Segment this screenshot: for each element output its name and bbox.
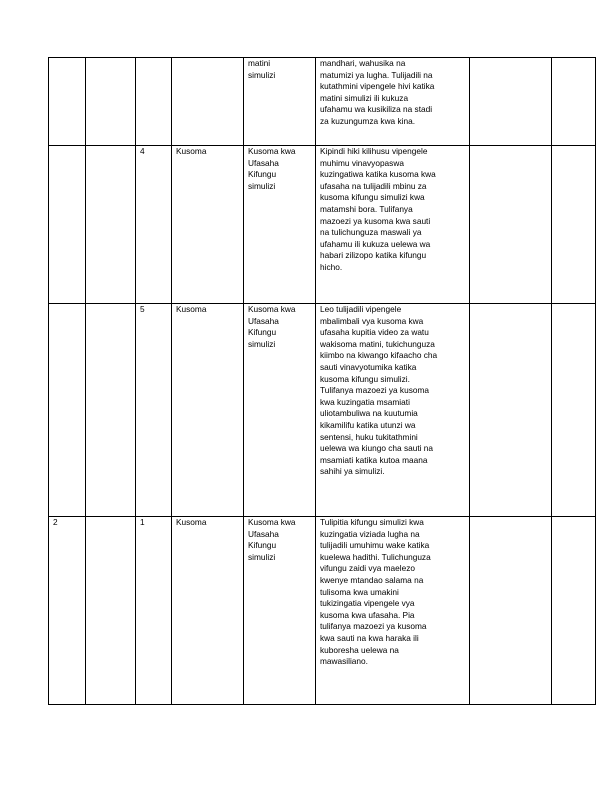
col2-cell: [86, 517, 136, 705]
topic-cell: Kusoma: [172, 146, 244, 304]
col7-cell: [470, 58, 552, 146]
activities-cell: Tulipitia kifungu simulizi kwa kuzingatia viziada lugha na tulijadili umuhimu wake katika kuelewa hadithi. Tulichunguza vifungu zaidi vya maelezo kwenye mtandao salama na tulisoma kwa umakini tukizingatia vipengele vya kusoma kwa ufasaha. Pia tulifanya mazoezi ya kusoma kwa sauti na kwa haraka ili kuboresha uelewa na mawasiliano.: [316, 517, 470, 705]
topic-cell: Kusoma: [172, 517, 244, 705]
subtopic-cell: Kusoma kwa Ufasaha Kifungu simulizi: [244, 304, 316, 517]
table-row: [49, 304, 596, 517]
col8-cell: [552, 146, 596, 304]
col8-cell: [552, 304, 596, 517]
lesson-cell: 5: [136, 304, 172, 517]
topic-cell: Kusoma: [172, 304, 244, 517]
table-row: [49, 58, 596, 146]
col8-cell: [552, 517, 596, 705]
subtopic-cell: Kusoma kwa Ufasaha Kifungu simulizi: [244, 517, 316, 705]
activities-cell: Leo tulijadili vipengele mbalimbali vya kusoma kwa ufasaha kupitia video za watu wakisoma matini, tukichunguza kiimbo na kiwango kifaacho cha sauti vinavyotumika katika kusoma kifungu simulizi. Tulifanya mazoezi ya kusoma kwa kuzingatia msamiati uliotambuliwa na kuutumia kikamilifu katika utunzi wa sentensi, huku tukitathmini uelewa wa kiungo cha sauti na msamiati katika kutoa maana sahihi ya simulizi.: [316, 304, 470, 517]
col8-cell: [552, 58, 596, 146]
col7-cell: [470, 304, 552, 517]
activities-cell: Kipindi hiki kilihusu vipengele muhimu vinavyopaswa kuzingatiwa katika kusoma kwa ufasaha na tulijadili mbinu za kusoma kifungu simulizi kwa matamshi bora. Tulifanya mazoezi ya kusoma kwa sauti na tulichunguza maswali ya ufahamu ili kukuza uelewa wa habari zilizopo katika kifungu hicho.: [316, 146, 470, 304]
activities-cell: mandhari, wahusika na matumizi ya lugha. Tulijadili na kutathmini vipengele hivi katika matini simulizi ili kukuza ufahamu wa kusikiliza na stadi za kuzungumza kwa kina.: [316, 58, 470, 146]
lesson-cell: 4: [136, 146, 172, 304]
week-cell: [49, 146, 86, 304]
topic-cell: [172, 58, 244, 146]
lesson-cell: [136, 58, 172, 146]
col7-cell: [470, 146, 552, 304]
lesson-plan-table: [48, 57, 596, 705]
table-row: [49, 146, 596, 304]
subtopic-cell: matini simulizi: [244, 58, 316, 146]
col2-cell: [86, 146, 136, 304]
col2-cell: [86, 304, 136, 517]
week-cell: 2: [49, 517, 86, 705]
lesson-cell: 1: [136, 517, 172, 705]
col2-cell: [86, 58, 136, 146]
subtopic-cell: Kusoma kwa Ufasaha Kifungu simulizi: [244, 146, 316, 304]
table-row: [49, 517, 596, 705]
week-cell: [49, 304, 86, 517]
week-cell: [49, 58, 86, 146]
col7-cell: [470, 517, 552, 705]
